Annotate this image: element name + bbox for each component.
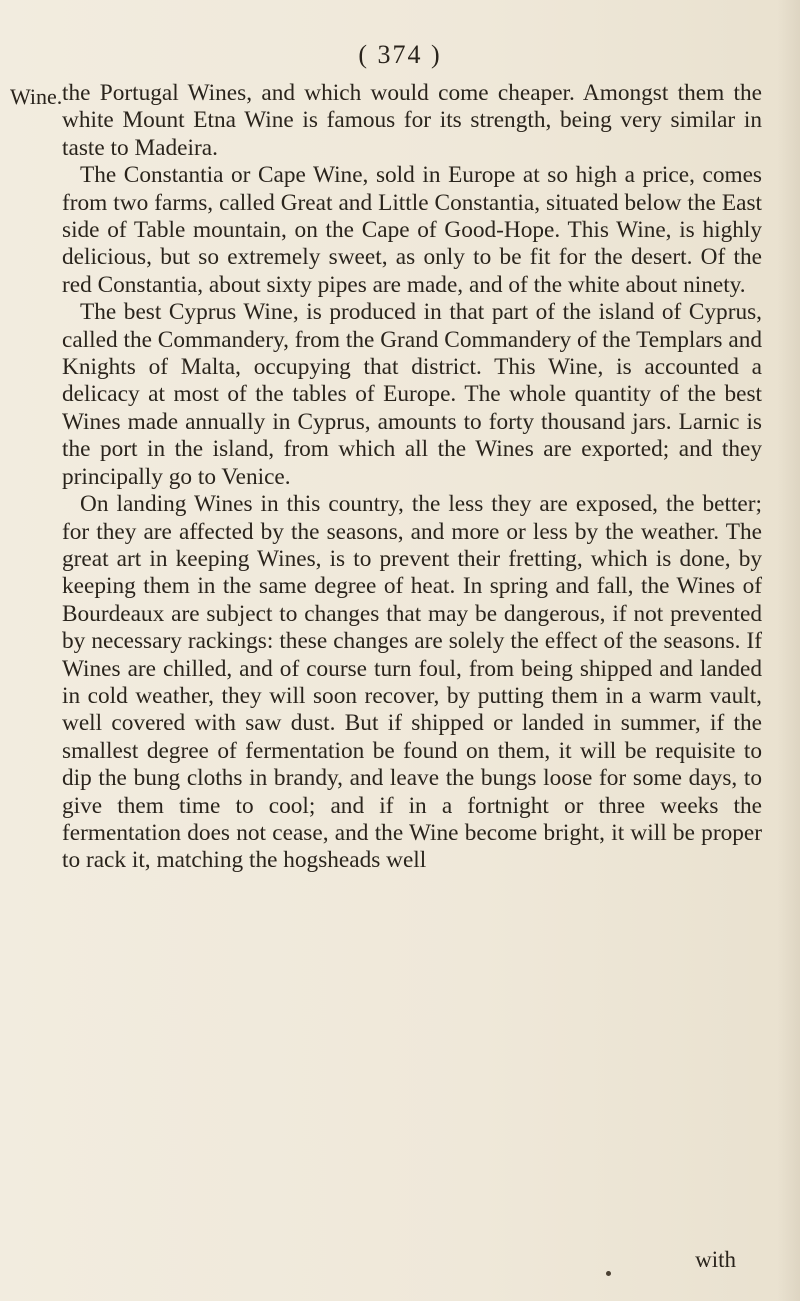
page-edge-shadow xyxy=(778,0,800,1301)
body-text xyxy=(62,80,762,875)
page-number: ( 374 ) xyxy=(358,40,442,69)
paragraph-landing-wines: On landing Wines in this country, the less they are exposed, the better; for they are affected by the seasons, and more or less by the weather. The great art in keeping Wines, is to prevent their fretting, which is done, by keeping them in the same degree of heat. In spring and fall, the Wines of Bourdeaux are subject to changes that may be dangerous, if not prevented by necessary rackings: these changes are solely the effect of the seasons. If Wines are chilled, and of course turn foul, from being shipped and landed in cold weather, they will soon recover, by putting them in a warm vault, well covered with saw dust. But if shipped or landed in summer, if the smallest degree of fermentation be found on them, it will be requisite to dip the bung cloths in brandy, and leave the bungs loose for some days, to give them time to cool; and if in a fortnight or three weeks the fermentation does not cease, and the Wine become bright, it will be proper to rack it, matching the hogsheads well xyxy=(62,491,762,874)
margin-note: Wine. xyxy=(10,84,63,109)
paragraph-portugal-wines: the Portugal Wines, and which would come cheaper. Amongst them the white Mount Etna Wine is famous for its strength, being very similar in taste to Madeira. xyxy=(62,80,762,161)
paragraph-cyprus: The best Cyprus Wine, is produced in that part of the island of Cyprus, called the Commandery, from the Grand Commandery of the Templars and Knights of Malta, occupying that district. This Wine, is accounted a delicacy at most of the tables of Europe. The whole quantity of the best Wines made annually in Cyprus, amounts to forty thousand jars. Larnic is the port in the island, from which all the Wines are exported; and they principally go to Venice. xyxy=(62,299,762,490)
ink-speck xyxy=(606,1271,611,1276)
catchword: with xyxy=(695,1247,736,1272)
paragraph-constantia: The Constantia or Cape Wine, sold in Europe at so high a price, comes from two farms, called Great and Little Constantia, situated below the East side of Table mountain, on the Cape of Good-Hope. This Wine, is highly delicious, but so extremely sweet, as only to be fit for the desert. Of the red Constantia, about sixty pipes are made, and of the white about ninety. xyxy=(62,162,762,298)
